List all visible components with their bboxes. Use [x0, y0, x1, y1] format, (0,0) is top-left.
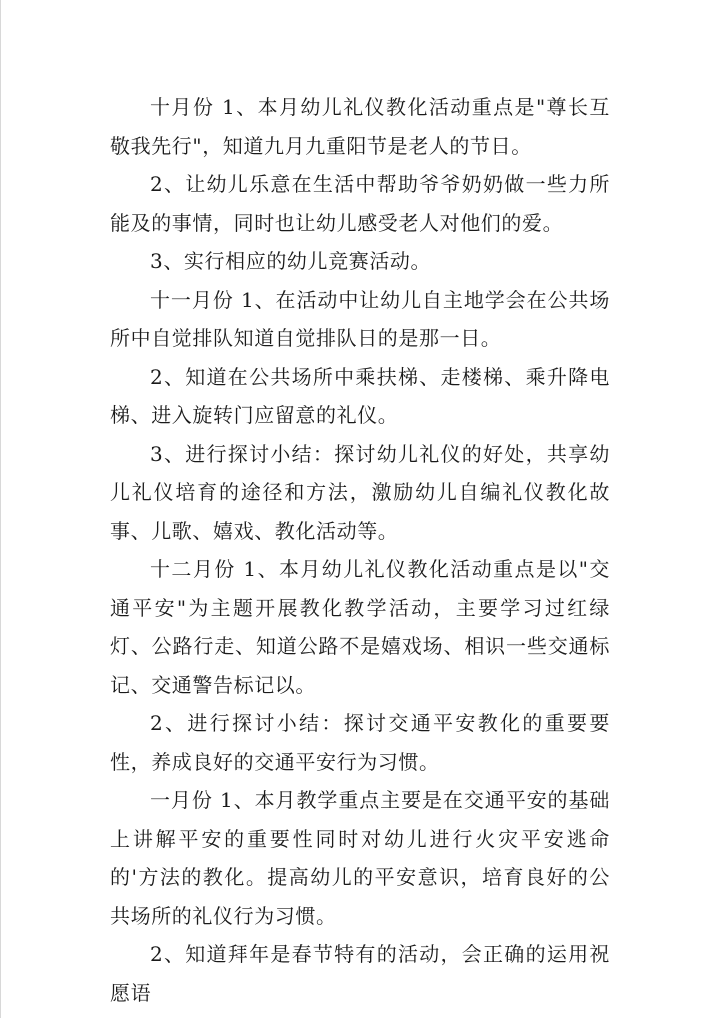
- paragraph-october-2: 2、让幼儿乐意在生活中帮助爷爷奶奶做一些力所能及的事情，同时也让幼儿感受老人对他们的爱。: [110, 172, 610, 235]
- paragraph-november-1: 十一月份 1、在活动中让幼儿自主地学会在公共场所中自觉排队知道自觉排队日的是那一日。: [110, 287, 610, 350]
- paragraph-january-2: 2、知道拜年是春节特有的活动，会正确的运用祝愿语: [110, 942, 610, 1005]
- paragraph-november-3: 3、进行探讨小结：探讨幼儿礼仪的好处，共享幼儿礼仪培育的途径和方法，激励幼儿自编礼仪教化故事、儿歌、嬉戏、教化活动等。: [110, 441, 610, 543]
- paragraph-december-1: 十二月份 1、本月幼儿礼仪教化活动重点是以"交通平安"为主题开展教化教学活动，主要学习过红绿灯、公路行走、知道公路不是嬉戏场、相识一些交通标记、交通警告标记以。: [110, 557, 610, 697]
- paragraph-october-1: 十月份 1、本月幼儿礼仪教化活动重点是"尊长互敬我先行"，知道九月九重阳节是老人的节日。: [110, 95, 610, 158]
- document-body: [110, 88, 610, 1012]
- paragraph-january-1: 一月份 1、本月教学重点主要是在交通平安的基础上讲解平安的重要性同时对幼儿进行火灾平安逃命的'方法的教化。提高幼儿的平安意识，培育良好的公共场所的礼仪行为习惯。: [110, 788, 610, 928]
- paragraph-november-2: 2、知道在公共场所中乘扶梯、走楼梯、乘升降电梯、进入旋转门应留意的礼仪。: [110, 364, 610, 427]
- paragraph-december-2: 2、进行探讨小结：探讨交通平安教化的重要要性，养成良好的交通平安行为习惯。: [110, 711, 610, 774]
- paragraph-october-3: 3、实行相应的幼儿竞赛活动。: [150, 249, 432, 273]
